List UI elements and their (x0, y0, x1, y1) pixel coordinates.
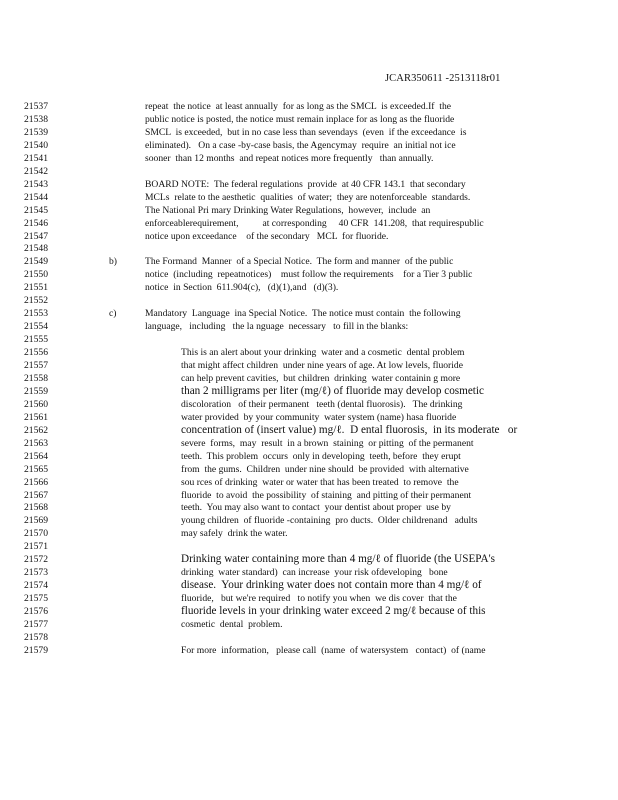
document-line (0, 592, 618, 605)
line-number: 21554 (24, 321, 48, 333)
line-text: enforceablerequirement, at corresponding 40 CFR 141.208, that requirespublic (145, 217, 484, 229)
document-line (0, 605, 618, 618)
document-line (0, 268, 618, 281)
document-line (0, 644, 618, 657)
line-text: fluoride to avoid the possibility of staining and pitting of their permanent (181, 489, 472, 501)
document-line (0, 346, 618, 359)
line-text: than 2 milligrams per liter (mg/ℓ) of fluoride may develop cosmetic (181, 384, 484, 397)
document-line (0, 217, 618, 230)
document-line (0, 294, 618, 307)
line-number: 21557 (24, 360, 48, 371)
document-line (0, 307, 618, 320)
line-number: 21551 (24, 282, 48, 294)
line-number: 21569 (24, 515, 48, 527)
document-line (0, 411, 618, 424)
document-line (0, 281, 618, 294)
document-line (0, 320, 618, 333)
line-text: drinking water standard) can increase your risk ofdeveloping bone (181, 567, 448, 579)
document-line (0, 553, 618, 566)
document-line (0, 139, 618, 152)
document-line (0, 618, 618, 631)
line-number: 21548 (24, 243, 48, 255)
line-number: 21543 (24, 178, 48, 190)
line-number: 21574 (24, 580, 48, 592)
line-text: concentration of (insert value) mg/ℓ. D ental fluorosis, in its moderate or (181, 423, 518, 436)
line-text: language, including the la nguage necessary to fill in the blanks: (145, 321, 409, 333)
line-text: fluoride, but we're required to notify you when we dis cover that the (181, 593, 457, 605)
line-text: from the gums. Children under nine should be provided with alternative (181, 463, 469, 475)
document-line (0, 165, 618, 178)
line-number: 21550 (24, 269, 48, 281)
document-line (0, 501, 618, 514)
line-number: 21544 (24, 191, 48, 203)
line-text: repeat the notice at least annually for as long as the SMCL is exceeded.If the (145, 101, 452, 112)
line-number: 21541 (24, 152, 48, 164)
line-number: 21564 (24, 450, 48, 462)
line-text: may safely drink the water. (181, 528, 288, 540)
document-line (0, 255, 618, 268)
line-number: 21570 (24, 528, 48, 540)
line-text: sooner than 12 months and repeat notices more frequently than annually. (145, 152, 434, 164)
line-text: sou rces of drinking water or water that has been treated to remove the (181, 476, 459, 488)
line-number: 21576 (24, 606, 48, 618)
line-number: 21571 (24, 541, 48, 553)
line-text: disease. Your drinking water does not contain more than 4 mg/ℓ of (181, 579, 482, 592)
line-text: fluoride levels in your drinking water exceed 2 mg/ℓ because of this (181, 605, 486, 618)
document-line (0, 450, 618, 463)
line-number: 21549 (24, 256, 48, 268)
document-line (0, 514, 618, 527)
document-line (0, 489, 618, 502)
line-number: 21558 (24, 372, 48, 384)
line-text: that might affect children under nine years of age. At low levels, fluoride (181, 360, 463, 371)
line-number: 21538 (24, 113, 48, 125)
document-line (0, 333, 618, 346)
line-number: 21542 (24, 165, 48, 177)
line-text: MCLs relate to the aesthetic qualities of water; they are notenforceable standards. (145, 191, 471, 203)
line-number: 21562 (24, 424, 48, 436)
line-text: This is an alert about your drinking water and a cosmetic dental problem (181, 347, 465, 359)
line-text: severe forms, may result in a brown staining or pitting of the permanent (181, 437, 474, 449)
line-text: BOARD NOTE: The federal regulations provide at 40 CFR 143.1 that secondary (145, 178, 466, 190)
line-text: notice in Section 611.904(c), (d)(1),and (d)(3). (145, 282, 339, 294)
line-number: 21561 (24, 411, 48, 423)
document-line (0, 385, 618, 398)
document-line (0, 437, 618, 450)
subsection-label: b) (109, 256, 117, 268)
line-text: notice (including repeatnotices) must follow the requirements for a Tier 3 public (145, 269, 473, 281)
document-line (0, 100, 618, 113)
line-number: 21575 (24, 593, 48, 605)
line-text: can help prevent cavities, but children drinking water containin g more (181, 372, 461, 384)
line-number: 21555 (24, 334, 48, 346)
subsection-label: c) (109, 308, 117, 320)
line-number: 21572 (24, 554, 48, 566)
document-line (0, 424, 618, 437)
document-line (0, 178, 618, 191)
line-text: discoloration of their permanent teeth (dental fluorosis). The drinking (181, 398, 463, 410)
document-line (0, 204, 618, 217)
line-number: 21579 (24, 644, 48, 656)
line-number: 21556 (24, 347, 48, 359)
document-id-header: JCAR350611 -2513118r01 (385, 73, 501, 84)
line-text: Drinking water containing more than 4 mg/ℓ of fluoride (the USEPA's (181, 553, 495, 566)
line-number: 21553 (24, 308, 48, 320)
line-number: 21563 (24, 437, 48, 449)
line-number: 21560 (24, 398, 48, 410)
document-line (0, 463, 618, 476)
line-text: eliminated). On a case -by-case basis, the Agencymay require an initial not ice (145, 139, 456, 151)
document-line (0, 242, 618, 255)
line-number: 21578 (24, 631, 48, 643)
document-line (0, 152, 618, 165)
document-line (0, 476, 618, 489)
line-number: 21573 (24, 567, 48, 579)
line-number: 21545 (24, 204, 48, 216)
line-number: 21568 (24, 502, 48, 514)
line-text: water provided by your community water system (name) hasa fluoride (181, 411, 457, 423)
line-number: 21540 (24, 139, 48, 151)
line-text: Mandatory Language ina Special Notice. The notice must contain the following (145, 308, 461, 320)
line-text: The Formand Manner of a Special Notice. The form and manner of the public (145, 256, 454, 268)
line-text: young children of fluoride -containing pro ducts. Older childrenand adults (181, 515, 478, 527)
line-number: 21565 (24, 463, 48, 475)
document-line (0, 566, 618, 579)
line-text: teeth. You may also want to contact your dentist about proper use by (181, 502, 451, 514)
document-line (0, 527, 618, 540)
line-number: 21559 (24, 385, 48, 397)
line-number: 21552 (24, 295, 48, 307)
line-number: 21547 (24, 230, 48, 242)
document-line (0, 230, 618, 243)
line-number: 21546 (24, 217, 48, 229)
line-number: 21567 (24, 489, 48, 501)
line-text: SMCL is exceeded, but in no case less than sevendays (even if the exceedance is (145, 126, 467, 138)
document-line (0, 113, 618, 126)
line-text: For more information, please call (name of watersystem contact) of (name (181, 644, 486, 656)
document-line (0, 579, 618, 592)
document-line (0, 359, 618, 372)
document-line (0, 372, 618, 385)
line-text: notice upon exceedance of the secondary MCL for fluoride. (145, 230, 389, 242)
line-number: 21537 (24, 101, 48, 112)
line-text: public notice is posted, the notice must remain inplace for as long as the fluoride (145, 113, 455, 125)
document-line (0, 398, 618, 411)
line-number: 21566 (24, 476, 48, 488)
document-line (0, 191, 618, 204)
document-line (0, 540, 618, 553)
document-line (0, 631, 618, 644)
document-line (0, 126, 618, 139)
line-number: 21577 (24, 619, 48, 630)
line-text: teeth. This problem occurs only in developing teeth, before they erupt (181, 450, 461, 462)
line-number: 21539 (24, 126, 48, 138)
line-text: The National Pri mary Drinking Water Regulations, however, include an (145, 204, 431, 216)
line-text: cosmetic dental problem. (181, 619, 283, 630)
